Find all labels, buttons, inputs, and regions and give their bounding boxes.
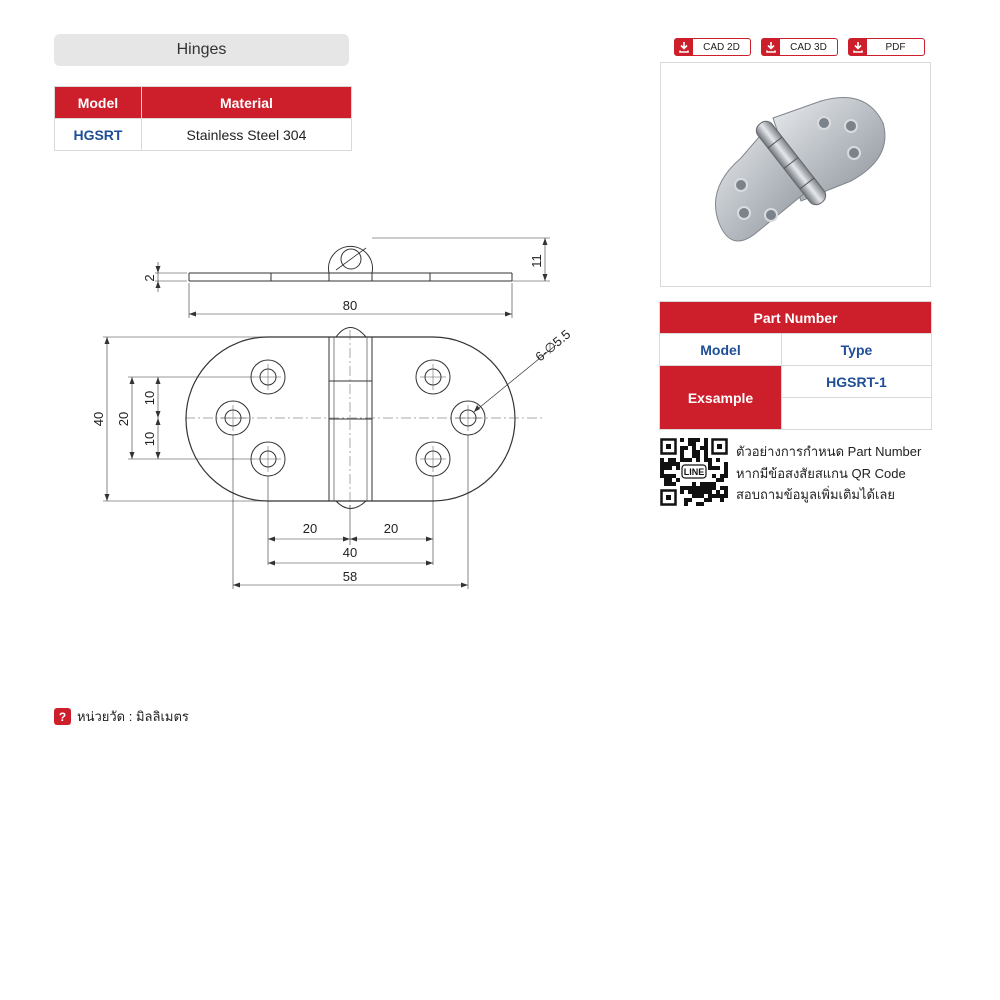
download-icon [675, 39, 693, 55]
dim-outer-hole-span: 58 [342, 569, 358, 584]
download-icon [762, 39, 780, 55]
dim-inner-height: 20 [116, 411, 131, 427]
dim-side-height: 11 [529, 254, 544, 268]
download-label: CAD 2D [703, 41, 740, 53]
dim-right-spacing: 20 [383, 521, 399, 536]
pn-example-value: HGSRT-1 [782, 366, 932, 398]
spec-model-value: HGSRT [55, 119, 142, 151]
dim-height: 40 [91, 411, 106, 427]
download-cad3d-button[interactable] [761, 38, 838, 56]
part-number-table [659, 301, 932, 430]
download-label: PDF [885, 41, 906, 53]
category-title: Hinges [54, 34, 349, 66]
spec-header-model: Model [55, 87, 142, 119]
line-qr-code[interactable] [660, 438, 728, 506]
product-photo [660, 62, 931, 287]
dim-holes: 6-∅5.5 [532, 326, 574, 365]
pn-col-model: Model [660, 334, 782, 366]
technical-drawing [0, 0, 660, 600]
part-number-note [736, 441, 921, 506]
download-label: CAD 3D [790, 41, 827, 53]
dim-hole-span: 40 [342, 545, 358, 560]
qr-line-label: LINE [683, 467, 705, 477]
note-line: ตัวอย่างการกำหนด Part Number [736, 444, 922, 459]
pn-col-type: Type [782, 334, 932, 366]
dim-left-spacing: 20 [302, 521, 318, 536]
dim-hole-offset-lower: 10 [142, 431, 157, 447]
pn-empty-cell [782, 398, 932, 430]
dim-hole-offset-upper: 10 [142, 390, 157, 406]
part-number-title: Part Number [660, 302, 932, 334]
unit-text: หน่วยวัด : มิลลิเมตร [77, 709, 189, 724]
note-line: สอบถามข้อมูลเพิ่มเติมได้เลย [736, 487, 896, 502]
question-icon: ? [54, 708, 71, 725]
dim-side-thickness: 2 [142, 274, 157, 282]
spec-header-material: Material [141, 87, 351, 119]
download-icon [849, 39, 867, 55]
unit-note [54, 706, 189, 727]
download-pdf-button[interactable] [848, 38, 925, 56]
spec-material-value: Stainless Steel 304 [141, 119, 351, 151]
download-cad2d-button[interactable] [674, 38, 751, 56]
dim-overall-length: 80 [342, 298, 358, 313]
pn-example-label: Exsample [660, 366, 782, 430]
note-line: หากมีข้อสงสัยสแกน QR Code [736, 465, 906, 481]
